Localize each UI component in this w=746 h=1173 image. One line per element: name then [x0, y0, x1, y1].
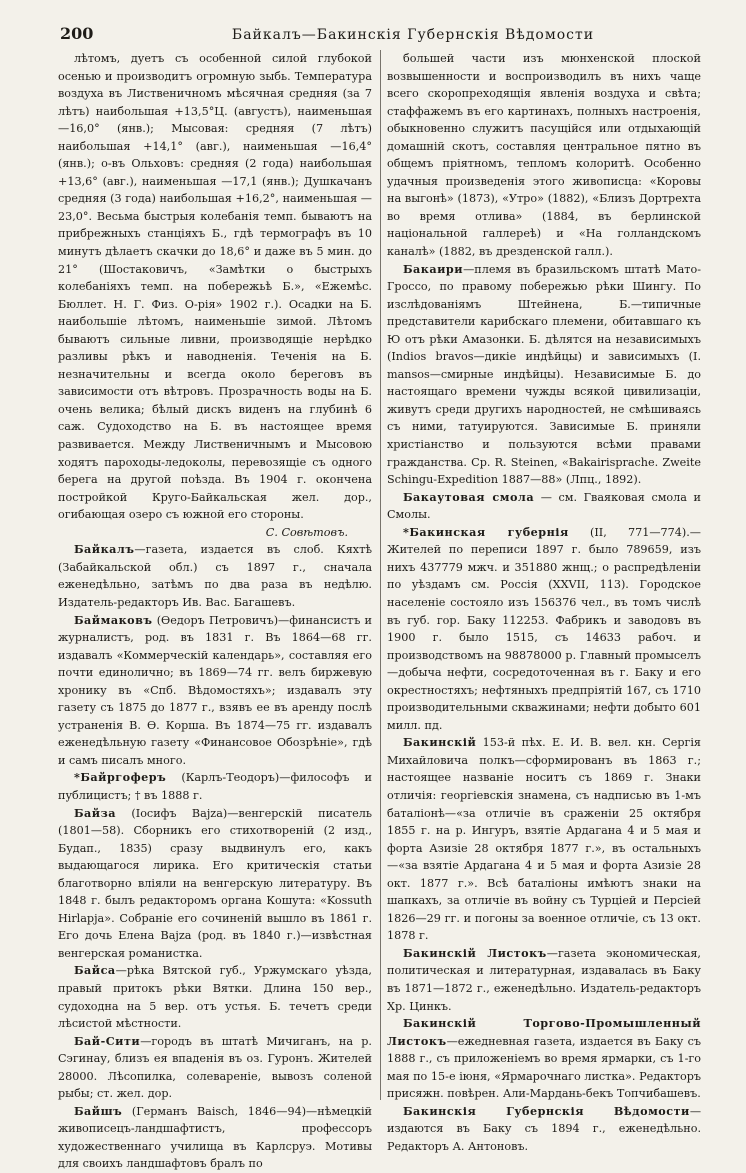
- running-title: Байкалъ—Бакинскія Губернскія Вѣдомости: [231, 27, 595, 43]
- left-column: [58, 50, 372, 1171]
- entry-headword: Байса: [74, 963, 116, 978]
- entry-text: (Германъ Baisch, 1846—94)—нѣмецкій живописецъ-ландшафтистъ, профессоръ художественнаго училища въ Карлсруэ. Мотивы для своихъ ландшафтовъ бралъ по: [58, 1104, 372, 1171]
- entry-headword: Бакинскій Листокъ: [403, 945, 547, 960]
- page-number: 200: [60, 24, 94, 43]
- entry-text: —рѣка Вятской губ., Уржумскаго уѣзда, правый притокъ рѣки Вятки. Длина 150 вер., судоходна на 5 вер. отъ устья. Б. течетъ среди лѣсистой мѣстности.: [58, 964, 372, 1031]
- dictionary-entry: [387, 489, 701, 524]
- text-columns: [58, 50, 710, 1171]
- dictionary-entry: [58, 769, 372, 804]
- entry-text: —городъ въ штатѣ Мичиганъ, на р. Сэгинау, близъ ея впаденія въ оз. Гуронъ. Жителей 28000. Лѣсопилка, солевареніе, вывозъ соленой рыбы; ст. жел. дор.: [58, 1034, 372, 1101]
- entry-headword: Бакаири: [403, 261, 464, 276]
- dictionary-entry: [58, 1103, 372, 1173]
- entry-headword: Байшъ: [74, 1103, 123, 1118]
- entry-text: (Карлъ-Теодоръ)—философъ и публицистъ; † въ 1888 г.: [58, 771, 372, 802]
- entry-headword: *Байргоферъ: [74, 770, 167, 785]
- dictionary-entry: [58, 1033, 372, 1103]
- dictionary-entry: [387, 50, 701, 261]
- entry-headword: *Бакинская губернія: [403, 524, 569, 539]
- dictionary-entry: [387, 945, 701, 1015]
- entry-text: —газета, издается въ слоб. Кяхтѣ (Забайкальской обл.) съ 1897 г., сначала еженедѣльно, затѣмъ по два раза въ недѣлю. Издатель-редакторъ Ив. Вас. Багашевъ.: [58, 543, 372, 609]
- dictionary-entry: [387, 1103, 701, 1156]
- entry-text: (II, 771—774).—Жителей по переписи 1897 г. было 789659, изъ нихъ 437779 мжч. и 351880 жнщ.; о распредѣленіи по уѣздамъ см. Россія (XXVII, 113). Городское населеніе состояло изъ 156376 чел., въ томъ числѣ въ губ. гор. Баку 112253. Фабрикъ и заводовъ въ 1900 г. было 1515, съ 14633 рабоч. и производствомъ на 98878000 р. Главный промыселъ—добыча нефти, сосредоточенная въ г. Баку и его окрестностяхъ; нефтяныхъ предпріятій 167, съ 1710 производительными скважинами; нефти добыто 601 милл. пд.: [387, 525, 701, 732]
- dictionary-entry: [58, 541, 372, 611]
- dictionary-entry: [387, 734, 701, 945]
- entry-headword: Бай-Сити: [74, 1033, 141, 1048]
- dictionary-entry: [58, 962, 372, 1032]
- entry-text: —издаются въ Баку съ 1894 г., еженедѣльно. Редакторъ А. Антоновъ.: [387, 1104, 701, 1153]
- entry-text: —газета экономическая, политическая и литературная, издавалась въ Баку въ 1871—1872 г., еженедѣльно. Издатель-редакторъ Хр. Цинкъ.: [387, 946, 701, 1013]
- entry-headword: Бакинскія Губернскія Вѣдомости: [403, 1103, 690, 1118]
- entry-headword: Байкалъ: [74, 542, 135, 557]
- entry-text: —ежедневная газета, издается въ Баку съ 1888 г., съ приложеніемъ во время ярмарки, съ 1-го мая по 15-е іюня, «Ярмарочнаго листка». Редакторъ присяжн. повѣрен. Али-Мардань-бекъ Топчибашевъ.: [387, 1034, 701, 1101]
- dictionary-entry: [58, 805, 372, 963]
- entry-headword: Бакаутовая смола: [403, 489, 535, 504]
- right-column: [387, 50, 701, 1153]
- entry-headword: Баймаковъ: [74, 612, 153, 627]
- entry-text: большей части изъ мюнхенской плоской возвышенности и воспроизводилъ въ нихъ чаще всего скоропреходящія явленія воздуха и свѣта; стаффажемъ въ его картинахъ, полныхъ настроенія, обыкновенно служитъ пасущійся или отдыхающій домашній скотъ, составляя центральное пятно въ общемъ пріятномъ, тепломъ колоритѣ. Особенно удачныя произведенія этого живописца: «Коровы на выгонѣ» (1873), «Утро» (1882), «Близъ Дортрехта во время отлива» (1884, въ берлинской національной галлереѣ) и «На голландскомъ каналѣ» (1882, въ дрезденской галл.).: [387, 52, 701, 259]
- entry-text: лѣтомъ, дуетъ съ особенной силой глубокой осенью и производитъ огромную зыбь. Температура воздуха въ Лиственичномъ мѣсячная средняя (за 7 лѣтъ) наибольшая +13,5°Ц. (августъ), наименьшая —16,0° (янв.); Мысовая: средняя (7 лѣтъ) наибольшая +14,1° (авг.), наименьшая —16,4° (янв.); о-въ Ольховъ: средняя (2 года) наибольшая +13,6° (авг.), наименьшая —17,1 (янв.); Душкачанъ средняя (3 года) наибольшая +16,2°, наименьшая —23,0°. Весьма быстрыя колебанія темп. бываютъ на прибрежныхъ станціяхъ Б., гдѣ термографъ въ 10 минутъ дѣлаетъ скачки до 18,6° и даже въ 5 мин. до 21° (Шостаковичъ, «Замѣтки о быстрыхъ колебаніяхъ темп. на побережьѣ Б.», «Ежемѣс. Бюллет. Н. Г. Физ. О-рія» 1902 г.). Осадки на Б. наибольшіе лѣтомъ, наименьшіе зимой. Лѣтомъ бываютъ сильные ливни, производящіе нерѣдко разливы рѣкъ и наводненія. Теченія на Б. незначительны и всегда около береговъ въ зависимости отъ вѣтровъ. Прозрачность воды на Б. очень велика; бѣлый дискъ виденъ на глубинѣ 6 саж. Судоходство на Б. въ настоящее время развивается. Между Лиственичнымъ и Мысовою ходятъ пароходы-ледоколы, перевозящіе съ одного берега на другой поѣзда. Въ 1904 г. окончена постройкой Круго-Байкальская жел. дор., огибающая озеро съ южной его стороны.: [58, 52, 372, 522]
- entry-text: —племя въ бразильскомъ штатѣ Мато-Гроссо, по правому побережью рѣки Шингу. По изслѣдованіямъ Штейнена, Б.—типичные представители карибскаго племени, обитавшаго къ Ю отъ рѣки Амазонки. Б. дѣлятся на независимыхъ (Indios bravos—дикіе индѣйцы) и зависимыхъ (I. mansos—смирные индѣйцы). Независимые Б. до настоящаго времени чужды всякой цивилизаціи, живутъ среди другихъ народностей, не смѣшиваясь съ ними, татуируются. Зависимые Б. приняли христіанство и пользуются всѣми правами гражданства. Ср. R. Steinen, «Bakairisprache. Zweite Schingu-Expedition 1887—88» (Лпц., 1892).: [387, 262, 701, 487]
- entry-text: 153-й пѣх. Е. И. В. вел. кн. Сергія Михайловича полкъ—сформированъ въ 1863 г.; настоящее названіе носитъ съ 1869 г. Знаки отличія: георгіевскія знамена, съ надписью въ 1-мъ баталіонѣ—«за отличіе въ сраженіи 25 октября 1855 г. на р. Ингуръ, взятіе Ардагана 4 и 5 мая и форта Азизіе 28 октября 1877 г.», въ остальныхъ—«за взятіе Ардагана 4 и 5 мая и форта Азизіе 28 окт. 1877 г.». Всѣ баталіоны имѣютъ знаки на шапкахъ, за отличіе въ войну съ Турціей и Персіей 1826—29 гг. и погоны за военное отличіе, съ 13 окт. 1878 г.: [387, 736, 701, 943]
- dictionary-entry: [58, 50, 372, 524]
- entry-text: (Іосифъ Bajza)—венгерскій писатель (1801—58). Сборникъ его стихотвореній (2 изд., Будап., 1835) сразу выдвинулъ его, какъ выдающагося лирика. Его критическія статьи благотворно вліяли на венгерскую литературу. Въ 1848 г. былъ редакторомъ органа Кошута: «Kossuth Hirlapja». Собраніе его сочиненій вышло въ 1861 г. Его дочь Елена Bajza (род. въ 1840 г.)—извѣстная венгерская романистка.: [58, 806, 372, 960]
- author-signature: С. Совѣтовъ.: [265, 525, 348, 539]
- entry-text: — см. Гваяковая смола и Смолы.: [387, 490, 701, 522]
- page-header: [60, 24, 706, 48]
- dictionary-entry: [387, 1015, 701, 1103]
- entry-headword: Бакинскій: [403, 735, 477, 750]
- entry-headword: Байза: [74, 805, 116, 820]
- dictionary-entry: [387, 261, 701, 489]
- dictionary-entry: [58, 612, 372, 770]
- entry-headword: Бакинскій Торгово-Промышленный Листокъ: [387, 1016, 701, 1048]
- entry-text: (Ѳедоръ Петровичъ)—финансистъ и журналистъ, род. въ 1831 г. Въ 1864—68 гг. издавалъ «Коммерческій календарь», составляя его почти единолично; въ 1869—74 гг. велъ биржевую хронику въ «Спб. Вѣдомостяхъ»; издавалъ эту газету съ 1875 до 1877 г., взявъ ее въ аренду послѣ устраненія В. Ѳ. Корша. Въ 1874—75 гг. издавалъ еженедѣльную газету «Финансовое Обозрѣніе», гдѣ и самъ писалъ много.: [58, 613, 372, 767]
- column-divider: [380, 50, 381, 1100]
- dictionary-entry: [387, 524, 701, 735]
